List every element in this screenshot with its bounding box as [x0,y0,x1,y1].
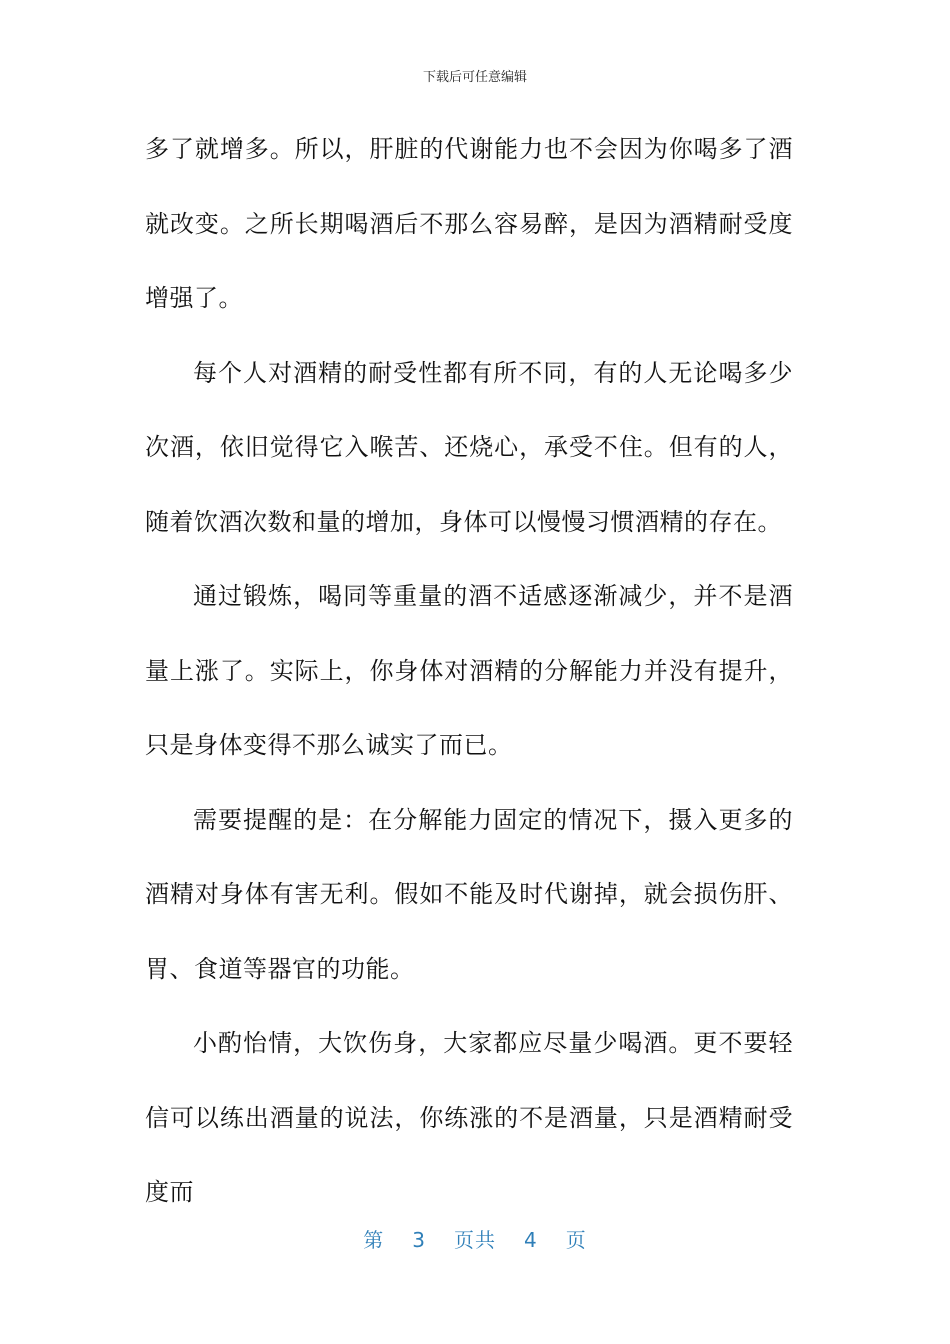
footer-prefix: 第 [363,1228,385,1252]
page-number-footer [0,1224,950,1253]
footer-current-page: 3 [412,1228,426,1252]
paragraph-3: 通过锻炼，喝同等重量的酒不适感逐渐减少，并不是酒量上涨了。实际上，你身体对酒精的分解能力并没有提升，只是身体变得不那么诚实了而已。 [145,582,793,759]
paragraph-5: 小酌怡情，大饮伤身，大家都应尽量少喝酒。更不要轻信可以练出酒量的说法，你练涨的不是酒量，只是酒精耐受度而 [145,1029,793,1206]
paragraph-4: 需要提醒的是：在分解能力固定的情况下，摄入更多的酒精对身体有害无利。假如不能及时代谢掉，就会损伤肝、胃、食道等器官的功能。 [145,805,793,983]
footer-middle: 页共 [454,1228,496,1252]
paragraph-1: 多了就增多。所以，肝脏的代谢能力也不会因为你喝多了酒就改变。之所长期喝酒后不那么容易醉，是因为酒精耐受度增强了。 [145,135,793,312]
document-body [145,112,793,1230]
page-header: 下载后可任意编辑 [422,70,527,85]
paragraph-2: 每个人对酒精的耐受性都有所不同，有的人无论喝多少次酒，依旧觉得它入喉苦、还烧心，承受不住。但有的人，随着饮酒次数和量的增加，身体可以慢慢习惯酒精的存在。 [145,358,793,536]
footer-total-pages: 4 [524,1228,538,1252]
footer-suffix: 页 [565,1228,587,1252]
